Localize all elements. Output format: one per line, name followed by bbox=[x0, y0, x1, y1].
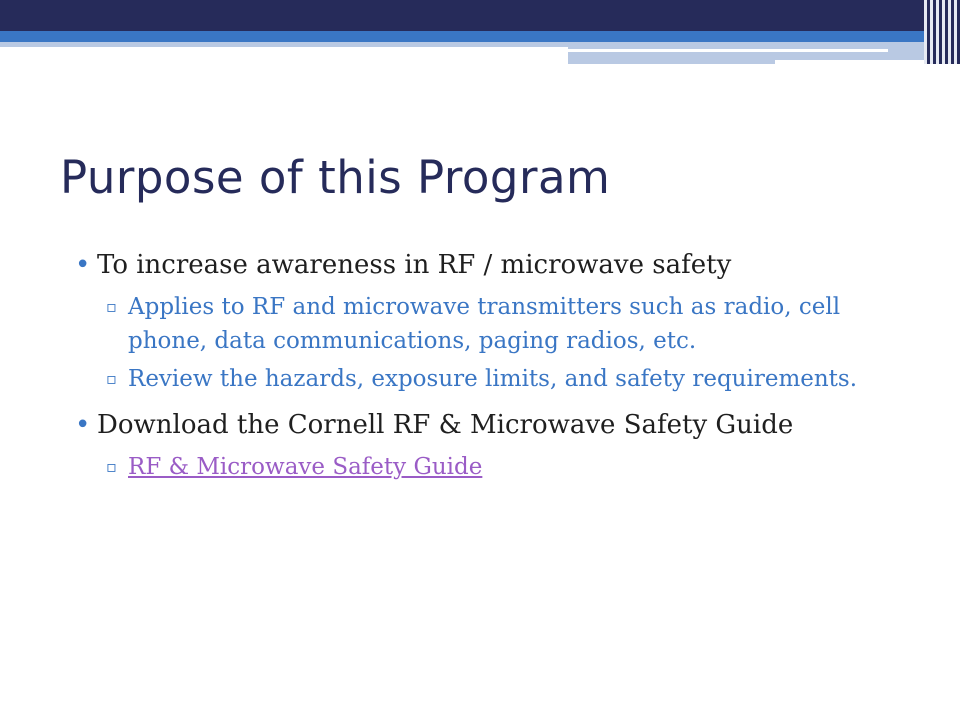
header-bar-navy bbox=[0, 0, 960, 31]
sub-bullet-review-text: Review the hazards, exposure limits, and safety requirements. bbox=[128, 366, 858, 392]
bullet-square-icon: ▫ bbox=[106, 297, 117, 316]
slide-title: Purpose of this Program bbox=[60, 151, 611, 204]
sub-bullet-list-download bbox=[75, 450, 875, 484]
safety-guide-link[interactable]: RF & Microwave Safety Guide bbox=[128, 454, 483, 480]
header-bar-blue bbox=[0, 31, 960, 42]
bullet-awareness bbox=[75, 248, 875, 282]
sub-bullet-transmitters-text: Applies to RF and microwave transmitters such as radio, cell phone, data communications, paging radios, etc. bbox=[128, 294, 841, 354]
header-bar-light-left bbox=[0, 42, 568, 47]
bullet-dot-icon: • bbox=[75, 410, 91, 440]
slide-body bbox=[75, 248, 875, 496]
sub-bullet-transmitters bbox=[75, 290, 875, 358]
bullet-download bbox=[75, 408, 875, 442]
sub-bullet-list bbox=[75, 290, 875, 396]
header-stripes bbox=[924, 0, 960, 64]
sub-bullet-guide-link bbox=[75, 450, 875, 484]
bullet-dot-icon: • bbox=[75, 250, 91, 280]
sub-bullet-review bbox=[75, 362, 875, 396]
header-line-white-upper bbox=[568, 49, 888, 52]
bullet-square-icon: ▫ bbox=[106, 369, 117, 388]
bullet-awareness-text: To increase awareness in RF / microwave safety bbox=[97, 250, 732, 280]
bullet-square-icon: ▫ bbox=[106, 457, 117, 476]
bullet-download-text: Download the Cornell RF & Microwave Safety Guide bbox=[97, 410, 794, 440]
